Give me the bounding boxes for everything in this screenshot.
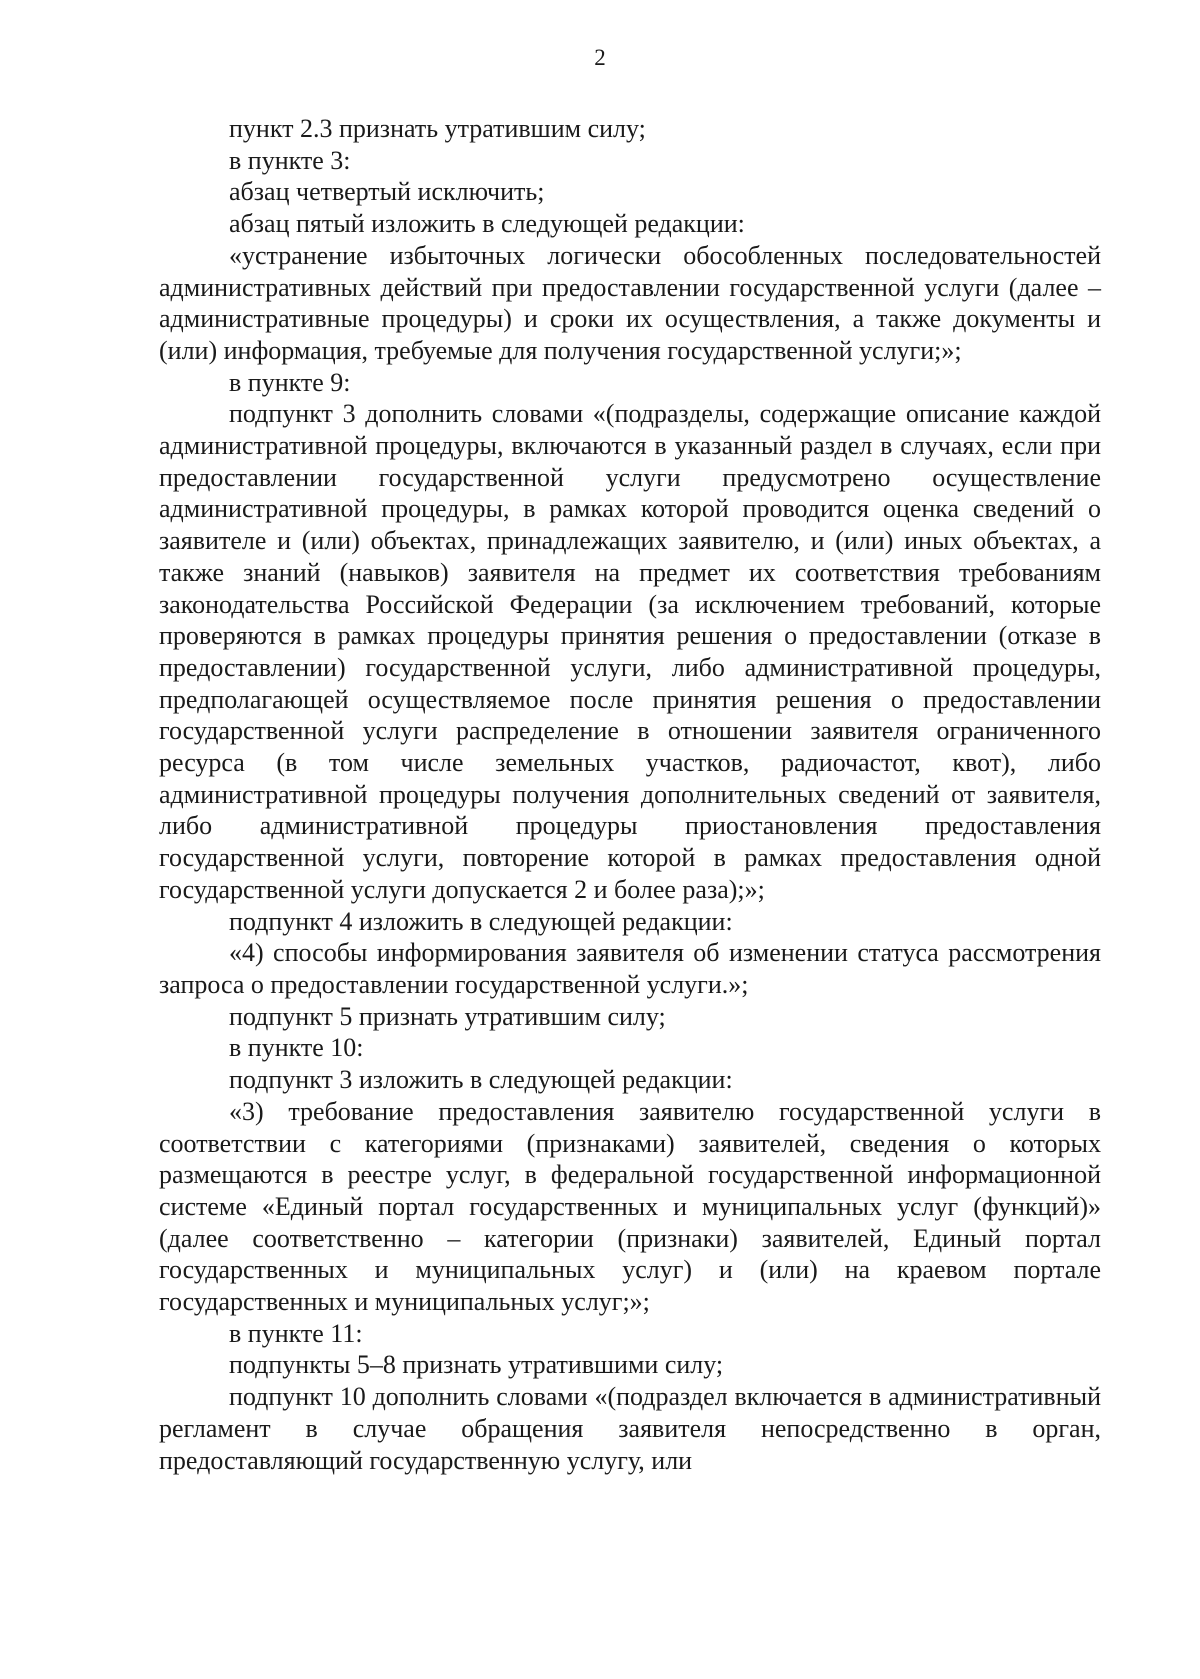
paragraph: абзац четвертый исключить;: [229, 177, 545, 207]
paragraph: в пункте 11:: [229, 1318, 363, 1348]
paragraph: в пункте 3:: [229, 145, 351, 175]
paragraph: подпункт 3 изложить в следующей редакции:: [229, 1065, 733, 1095]
paragraph: «устранение избыточных логически обособленных последовательностей административных действий при предоставлении государственной услуги (далее – административные процедуры) и сроки их осуществления, а также документы и (или) информация, требуемые для получения государственной услуги;»;: [159, 240, 1101, 365]
paragraph: подпункты 5–8 признать утратившими силу;: [229, 1350, 724, 1380]
paragraph: подпункт 4 изложить в следующей редакции:: [229, 906, 733, 936]
paragraph: «3) требование предоставления заявителю государственной услуги в соответствии с категориями (признаками) заявителей, сведения о которых размещаются в реестре услуг, в федеральной государственной информационной системе «Единый портал государственных и муниципальных услуг (функций)» (далее соответственно – категории (признаки) заявителей, Единый портал государственных и муниципальных услуг) и (или) на краевом портале государственных и муниципальных услуг;»;: [159, 1096, 1101, 1317]
paragraph: абзац пятый изложить в следующей редакции:: [229, 209, 745, 239]
paragraph: в пункте 10:: [229, 1033, 364, 1063]
paragraph: в пункте 9:: [229, 367, 351, 397]
paragraph: подпункт 5 признать утратившим силу;: [229, 1001, 666, 1031]
paragraph: пункт 2.3 признать утратившим силу;: [229, 114, 646, 143]
paragraph: подпункт 3 дополнить словами «(подразделы, содержащие описание каждой административной процедуры, включаются в указанный раздел в случаях, если при предоставлении государственной услуги предусмотрено осуществление административной процедуры, в рамках которой проводится оценка сведений о заявителе и (или) объектах, принадлежащих заявителю, и (или) иных объектах, а также знаний (навыков) заявителя на предмет их соответствия требованиям законодательства Российской Федерации (за исключением требований, которые проверяются в рамках процедуры принятия решения о предоставлении (отказе в предоставлении) государственной услуги, либо административной процедуры, предполагающей осуществляемое после принятия решения о предоставлении государственной услуги распределение в отношении заявителя ограниченного ресурса (в том числе земельных участков, радиочастот, квот), либо административной процедуры получения дополнительных сведений от заявителя, либо административной процедуры приостановления предоставления государственной услуги, повторение которой в рамках предоставления одной государственной услуги допускается 2 и более раза);»;: [159, 399, 1101, 904]
paragraph: подпункт 10 дополнить словами «(подраздел включается в административный регламент в случае обращения заявителя непосредственно в орган, предоставляющий государственную услугу, или: [159, 1382, 1101, 1475]
paragraph: «4) способы информирования заявителя об изменении статуса рассмотрения запроса о предоставлении государственной услуги.»;: [159, 938, 1101, 999]
page-number: 2: [594, 45, 606, 70]
document-body: [159, 113, 1101, 1476]
